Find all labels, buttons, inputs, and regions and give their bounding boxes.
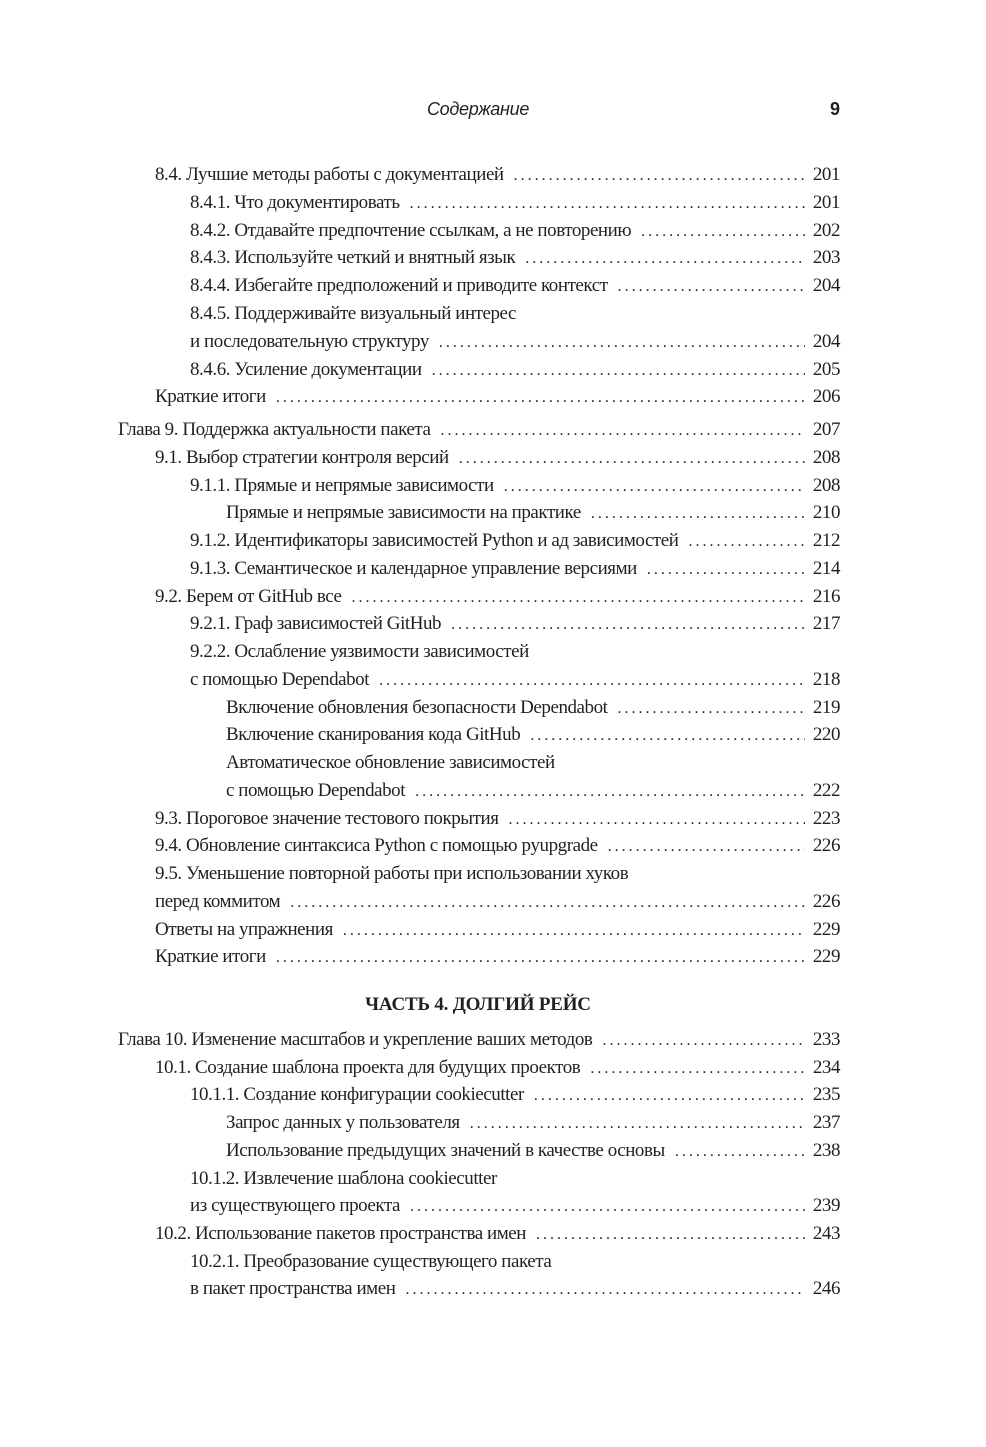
toc-entry-page: 201 [812, 164, 840, 185]
toc-entry-title: с помощью Dependabot [190, 667, 379, 693]
toc-entry-page: 238 [812, 1139, 840, 1161]
toc-entry-title: 9.1.3. Семантическое и календарное управление версиями [190, 556, 647, 582]
toc-entry [226, 1110, 840, 1136]
toc-entry-page: 204 [812, 330, 840, 352]
toc-entry-title: 9.2.2. Ослабление уязвимости зависимостей [190, 639, 539, 665]
toc-entry-page: 216 [812, 585, 840, 607]
toc-entry [226, 500, 840, 526]
toc-entry [155, 833, 840, 859]
dot-leader [410, 1194, 805, 1220]
toc-entry [190, 357, 840, 383]
toc-entry-title: 8.4.2. Отдавайте предпочтение ссылкам, а не повторению [190, 218, 641, 244]
toc-entry [190, 1276, 840, 1302]
toc-entry [190, 556, 840, 582]
running-header-title: Содержание [426, 99, 530, 119]
toc-entry-title: 10.1.1. Создание конфигурации cookiecutter [190, 1082, 534, 1108]
toc-entry-title: 9.2.1. Граф зависимостей GitHub [190, 611, 451, 637]
toc-entry [155, 584, 840, 610]
toc-entry-title: Автоматическое обновление зависимостей [226, 750, 565, 776]
toc-entry [155, 162, 840, 188]
dot-leader [688, 529, 804, 555]
toc-entry-page: 208 [812, 446, 840, 468]
dot-leader [276, 945, 805, 971]
dot-leader [602, 1028, 804, 1054]
dot-leader [405, 1277, 804, 1303]
toc-entry-page: 206 [812, 386, 840, 408]
toc-entry [190, 473, 840, 499]
toc-entry-title: Запрос данных у пользователя [226, 1110, 470, 1136]
toc-entry [118, 1027, 840, 1053]
toc-entry-title: 10.1. Создание шаблона проекта для будущих проектов [155, 1055, 590, 1081]
toc-entry-page: 246 [812, 1278, 840, 1300]
toc-entry [155, 917, 840, 943]
toc-entry-title: Краткие итоги [155, 384, 276, 410]
dot-leader [441, 418, 805, 444]
toc-entry-title: 10.2.1. Преобразование существующего пакета [190, 1249, 561, 1275]
toc-entry [155, 1055, 840, 1081]
toc-entry-title: в пакет пространства имен [190, 1276, 405, 1302]
toc-entry-page: 234 [812, 1056, 840, 1078]
toc-entry-title: Ответы на упражнения [155, 917, 343, 943]
toc-entry-page: 204 [812, 275, 840, 297]
toc-entry [155, 1221, 840, 1247]
toc-entry-page: 223 [812, 807, 840, 829]
toc-entry-title: 8.4.1. Что документировать [190, 190, 410, 216]
toc-entry [155, 889, 840, 915]
dot-leader [508, 807, 804, 833]
toc-entry [190, 190, 840, 216]
toc-entry-page: 212 [812, 530, 840, 551]
dot-leader [504, 474, 805, 500]
dot-leader [343, 918, 805, 944]
toc-entry-page: 202 [812, 219, 840, 241]
toc-entry [190, 639, 840, 665]
toc-entry-page: 226 [812, 890, 840, 912]
dot-leader [276, 385, 805, 411]
toc-entry-title: Глава 10. Изменение масштабов и укрепление ваших методов [118, 1027, 602, 1053]
toc-entry [155, 806, 840, 832]
toc-entry-title: 8.4.6. Усиление документации [190, 357, 432, 383]
dot-leader [617, 696, 804, 722]
toc-entry [190, 1249, 840, 1275]
toc-entry-title: перед коммитом [155, 889, 290, 915]
toc-entry-page: 233 [812, 1029, 840, 1050]
toc-entry-title: Использование предыдущих значений в качестве основы [226, 1138, 675, 1164]
dot-leader [459, 446, 805, 472]
toc-entry-title: с помощью Dependabot [226, 778, 415, 804]
dot-leader [525, 246, 805, 272]
dot-leader [451, 612, 805, 638]
toc-entry [190, 218, 840, 244]
dot-leader [410, 191, 805, 217]
dot-leader [647, 557, 805, 583]
toc-entry-title: Прямые и непрямые зависимости на практике [226, 500, 591, 526]
toc-entry-title: 9.1.1. Прямые и непрямые зависимости [190, 473, 504, 499]
toc-entry [155, 445, 840, 471]
toc-entry [190, 1166, 840, 1192]
toc-entry [190, 273, 840, 299]
toc-entry [226, 750, 840, 776]
toc-entry [118, 417, 840, 443]
toc-entry-page: 229 [812, 918, 840, 940]
dot-leader [641, 219, 805, 245]
toc-entry-page: 217 [812, 613, 840, 635]
toc-entry-title: Включение обновления безопасности Dependabot [226, 695, 617, 721]
dot-leader [432, 358, 805, 384]
toc-entry-title: из существующего проекта [190, 1193, 410, 1219]
toc-entry [190, 301, 840, 327]
toc-entry-page: 210 [812, 502, 840, 524]
toc-entry-title: 9.1.2. Идентификаторы зависимостей Python и ад зависимостей [190, 528, 688, 554]
toc-entry-page: 208 [812, 474, 840, 496]
toc-entry [226, 1138, 840, 1164]
toc-entry-title: 8.4. Лучшие методы работы с документацией [155, 162, 514, 188]
toc-entry-page: 237 [812, 1112, 840, 1134]
toc-entry [190, 667, 840, 693]
toc-entry-page: 239 [812, 1195, 840, 1217]
dot-leader [470, 1111, 805, 1137]
toc-entry-page: 218 [812, 668, 840, 690]
dot-leader [591, 501, 805, 527]
dot-leader [379, 668, 805, 694]
toc-entry-title: 8.4.5. Поддерживайте визуальный интерес [190, 301, 526, 327]
dot-leader [352, 585, 805, 611]
toc-entry [190, 1082, 840, 1108]
dot-leader [618, 274, 805, 300]
dot-leader [415, 779, 805, 805]
toc-entry [190, 1193, 840, 1219]
toc-entry-page: 205 [812, 358, 840, 380]
toc-entry-title: 9.2. Берем от GitHub все [155, 584, 352, 610]
toc-entry-title: 8.4.3. Используйте четкий и внятный язык [190, 245, 525, 271]
toc-entry [190, 329, 840, 355]
toc-entry-page: 243 [812, 1222, 840, 1244]
dot-leader [534, 1083, 805, 1109]
part-heading: ЧАСТЬ 4. ДОЛГИЙ РЕЙС [365, 994, 591, 1015]
toc-entry-page: 220 [812, 724, 840, 746]
toc-entry [155, 861, 840, 887]
dot-leader [530, 723, 805, 749]
dot-leader [439, 330, 805, 356]
dot-leader [675, 1139, 805, 1165]
toc-entry-page: 226 [812, 835, 840, 857]
toc-entry-page: 214 [812, 557, 840, 579]
toc-entry [190, 611, 840, 637]
page-number: 9 [829, 99, 840, 119]
toc-entry-page: 207 [812, 419, 840, 440]
toc-entry [226, 722, 840, 748]
toc-entry-title: Глава 9. Поддержка актуальности пакета [118, 417, 441, 443]
toc-entry-title: 8.4.4. Избегайте предположений и приводите контекст [190, 273, 618, 299]
toc-entry-title: 9.4. Обновление синтаксиса Python с помощью pyupgrade [155, 833, 608, 859]
toc-entry-title: 9.5. Уменьшение повторной работы при использовании хуков [155, 861, 638, 887]
dot-leader [290, 890, 805, 916]
toc-entry-title: 10.2. Использование пакетов пространства имен [155, 1221, 536, 1247]
toc-entry-page: 203 [812, 247, 840, 269]
toc-entry [190, 528, 840, 554]
toc-entry-page: 235 [812, 1084, 840, 1106]
toc-entry-title: 9.1. Выбор стратегии контроля версий [155, 445, 459, 471]
toc-entry-title: Краткие итоги [155, 944, 276, 970]
toc-entry [155, 384, 840, 410]
toc-entry-title: 10.1.2. Извлечение шаблона cookiecutter [190, 1166, 507, 1192]
toc-entry [155, 944, 840, 970]
toc-entry [226, 695, 840, 721]
toc-entry [190, 245, 840, 271]
toc-entry-title: 9.3. Пороговое значение тестового покрытия [155, 806, 508, 832]
toc-entry-title: Включение сканирования кода GitHub [226, 722, 530, 748]
toc-entry-title: и последовательную структуру [190, 329, 439, 355]
dot-leader [608, 834, 805, 860]
toc-entry-page: 219 [812, 696, 840, 718]
dot-leader [590, 1056, 805, 1082]
toc-entry-page: 222 [812, 779, 840, 801]
toc-entry-page: 229 [812, 946, 840, 968]
toc-entry [226, 778, 840, 804]
dot-leader [536, 1222, 805, 1248]
toc-entry-page: 201 [812, 191, 840, 213]
dot-leader [514, 163, 805, 189]
